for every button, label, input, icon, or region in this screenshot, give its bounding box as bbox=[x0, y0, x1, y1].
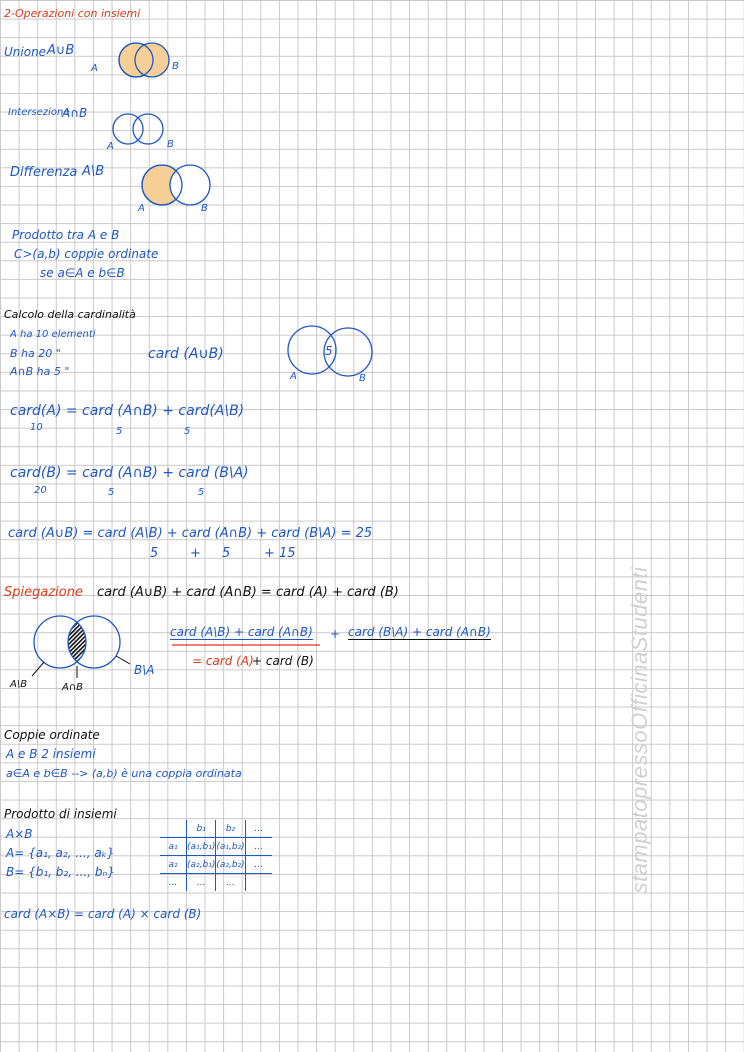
result-card-a: = card (A) bbox=[192, 654, 254, 668]
product-line-3: se a∈A e b∈B bbox=[40, 266, 125, 280]
given-intersection: A∩B ha 5 " bbox=[10, 365, 70, 378]
numerator-plus: + bbox=[330, 627, 341, 641]
red-underline bbox=[172, 643, 322, 647]
eq2-value-difference: 5 bbox=[198, 487, 205, 498]
cardinality-title: Calcolo della cardinalità bbox=[4, 308, 136, 321]
union-label: Unione bbox=[4, 45, 47, 59]
table-row bbox=[160, 838, 272, 856]
product-line-2: C>(a,b) coppie ordinate bbox=[14, 247, 159, 261]
cardinality-set-a: A bbox=[290, 371, 297, 382]
venn-overlap-count: 5 bbox=[325, 344, 333, 358]
cardinality-set-b: B bbox=[359, 373, 366, 384]
watermark: stampatopressoOfficinaStudenti bbox=[627, 566, 652, 894]
cardinality-query: card (A∪B) bbox=[148, 346, 224, 362]
table-cell bbox=[160, 820, 187, 838]
product-line-1: Prodotto tra A e B bbox=[12, 228, 120, 242]
explanation-venn-diagram bbox=[30, 614, 130, 672]
eq3-value-3: + 15 bbox=[264, 546, 296, 561]
intersection-expr: A∩B bbox=[62, 106, 88, 120]
ordered-pairs-title: Coppie ordinate bbox=[4, 728, 100, 742]
eq2-value-b: 20 bbox=[34, 485, 47, 496]
difference-label: Differenza bbox=[10, 165, 78, 180]
eq3-value-1: 5 bbox=[150, 546, 159, 561]
section-title: 2-Operazioni con insiemi bbox=[4, 7, 141, 20]
venn-label-a-minus-b: A\B bbox=[10, 679, 28, 690]
result-card-b: + card (B) bbox=[252, 654, 314, 668]
venn-label-b-minus-a: B\A bbox=[134, 663, 155, 677]
eq1-value-difference: 5 bbox=[184, 426, 191, 437]
explanation-label: Spiegazione bbox=[4, 585, 83, 600]
equation-card-union: card (A∪B) = card (A\B) + card (A∩B) + card (B\A) = 25 bbox=[8, 526, 373, 541]
eq3-value-plus: + bbox=[190, 546, 201, 561]
set-product-title: Prodotto di insiemi bbox=[4, 807, 117, 821]
eq1-value-intersection: 5 bbox=[116, 426, 123, 437]
union-set-b: B bbox=[172, 61, 179, 72]
table-row bbox=[160, 820, 272, 838]
table-cell bbox=[245, 874, 272, 892]
ordered-pairs-line-2: a∈A e b∈B --> (a,b) è una coppia ordinata bbox=[6, 767, 242, 780]
cartesian-product-table bbox=[160, 820, 272, 891]
eq1-value-a: 10 bbox=[30, 422, 43, 433]
table-cell: (a₂,b₁) bbox=[187, 856, 216, 874]
difference-set-a: A bbox=[138, 203, 145, 214]
equation-card-b: card(B) = card (A∩B) + card (B\A) bbox=[10, 465, 249, 481]
table-cell: a₂ bbox=[160, 856, 187, 874]
intersection-label: Intersezione bbox=[8, 107, 70, 118]
union-venn-diagram bbox=[100, 38, 190, 82]
table-cell: ... bbox=[245, 838, 272, 856]
table-cell: ... bbox=[245, 856, 272, 874]
intersection-set-a: A bbox=[107, 141, 114, 152]
table-cell: a₁ bbox=[160, 838, 187, 856]
eq2-value-intersection: 5 bbox=[108, 487, 115, 498]
numerator-left: card (A\B) + card (A∩B) bbox=[170, 625, 313, 639]
explanation-formula: card (A∪B) + card (A∩B) = card (A) + card (B) bbox=[97, 585, 399, 600]
set-product-formula: card (A×B) = card (A) × card (B) bbox=[4, 907, 202, 921]
given-a: A ha 10 elementi bbox=[10, 329, 96, 340]
table-cell: ... bbox=[245, 820, 272, 838]
union-set-a: A bbox=[91, 63, 98, 74]
table-row bbox=[160, 874, 272, 892]
union-expr: A∪B bbox=[47, 43, 75, 58]
table-cell: (a₂,b₂) bbox=[216, 856, 245, 874]
given-b: B ha 20 " bbox=[10, 347, 61, 360]
table-cell: b₁ bbox=[187, 820, 216, 838]
table-cell: b₂ bbox=[216, 820, 245, 838]
table-cell: ... bbox=[160, 874, 187, 892]
intersection-set-b: B bbox=[167, 139, 174, 150]
table-cell: (a₁,b₂) bbox=[216, 838, 245, 856]
eq3-value-2: 5 bbox=[222, 546, 231, 561]
set-product-line-1: A×B bbox=[6, 827, 33, 841]
intersection-venn-diagram bbox=[106, 112, 176, 148]
difference-expr: A\B bbox=[82, 164, 105, 179]
table-cell: ... bbox=[187, 874, 216, 892]
set-product-b: B= {b₁, b₂, ..., bₙ} bbox=[6, 865, 115, 879]
ordered-pairs-line-1: A e B 2 insiemi bbox=[6, 747, 96, 761]
table-cell: ... bbox=[216, 874, 245, 892]
table-row bbox=[160, 856, 272, 874]
table-cell: (a₁,b₁) bbox=[187, 838, 216, 856]
set-product-a: A= {a₁, a₂, ..., aₖ} bbox=[6, 846, 115, 860]
equation-card-a: card(A) = card (A∩B) + card(A\B) bbox=[10, 403, 245, 419]
numerator-right: card (B\A) + card (A∩B) bbox=[348, 625, 491, 639]
difference-set-b: B bbox=[201, 203, 208, 214]
venn-label-intersection: A∩B bbox=[62, 682, 84, 693]
